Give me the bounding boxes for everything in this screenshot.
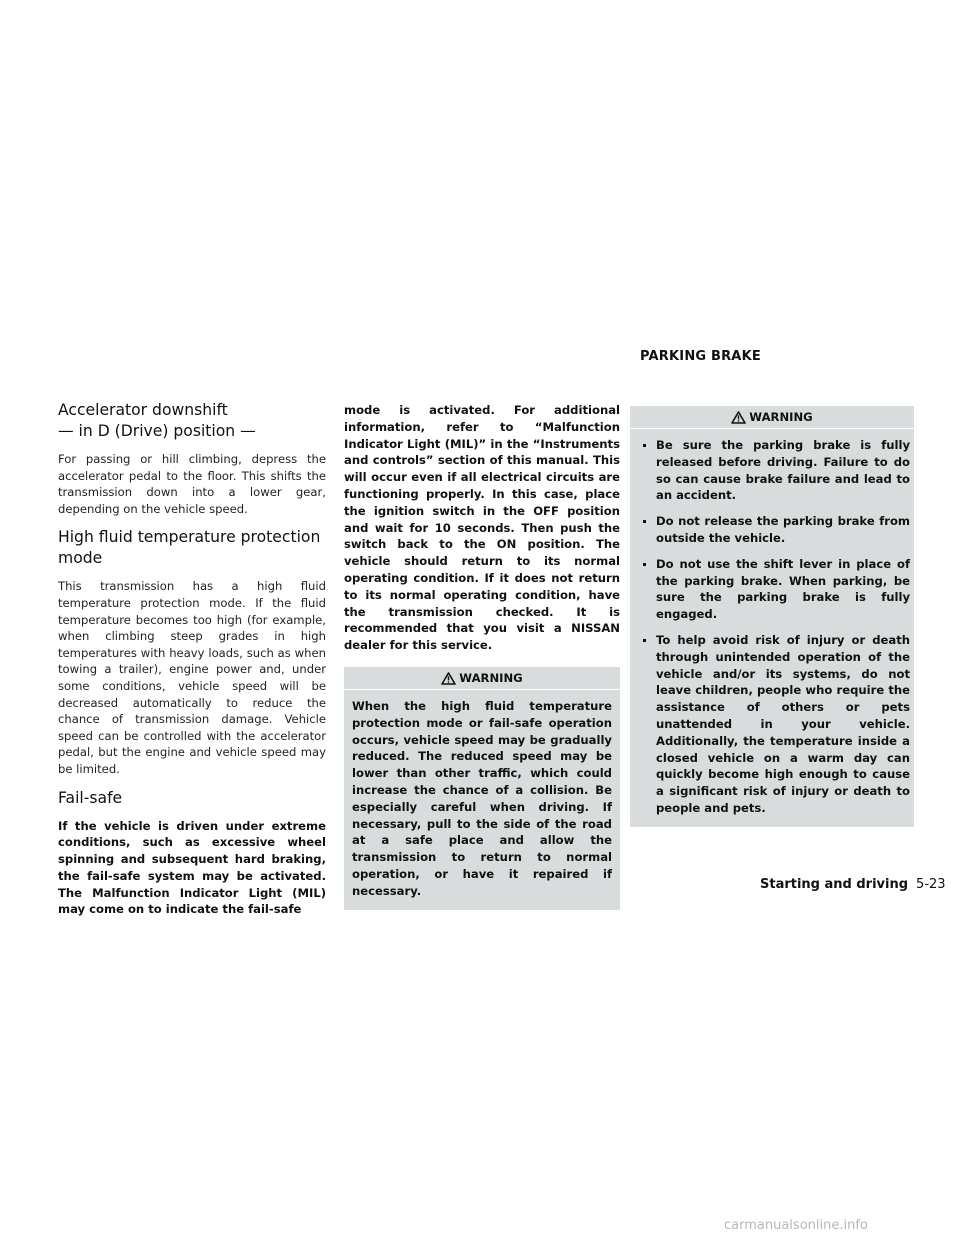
warning-header: WARNING <box>630 406 914 428</box>
paragraph-accelerator-downshift: For passing or hill climbing, depress the accelerator pedal to the floor. This shifts the transmission down into a lower gear, depending on the vehicle speed. <box>58 452 326 516</box>
warning-box-parking-brake <box>630 406 914 827</box>
watermark: carmanualsonline.info <box>724 1218 868 1233</box>
warning-list <box>630 429 914 827</box>
heading-accelerator-downshift: Accelerator downshift — in D (Drive) position — <box>58 401 256 440</box>
warning-triangle-icon <box>441 672 456 685</box>
section-title-parking-brake: PARKING BRAKE <box>640 349 761 364</box>
warning-item: Be sure the parking brake is fully released before driving. Failure to do so can cause brake failure and lead to an accident. <box>640 437 910 504</box>
page-number: 5-23 <box>916 877 946 892</box>
heading-fail-safe: Fail-safe <box>58 788 123 807</box>
warning-item: Do not use the shift lever in place of the parking brake. When parking, be sure the parking brake is fully engaged. <box>640 556 910 623</box>
warning-header: WARNING <box>344 667 620 689</box>
paragraph-fail-safe: If the vehicle is driven under extreme conditions, such as excessive wheel spinning and subsequent hard braking, the fail-safe system may be activated. The Malfunction Indicator Light (MIL) may come on to indicate the fail-safe <box>58 818 326 917</box>
warning-item: To help avoid risk of injury or death through unintended operation of the vehicle and/or its systems, do not leave children, people who require the assistance of others or pets unattended in your vehicle. Additionally, the temperature inside a closed vehicle on a warm day can quickly become high enough to cause a significant risk of injury or death to people and pets. <box>640 632 910 817</box>
warning-box-fluid-temp <box>344 667 620 910</box>
paragraph-high-fluid-temp: This transmission has a high fluid temperature protection mode. If the fluid temperature becomes too high (for example, when climbing steep grades in high temperatures with heavy loads, such as when towing a trailer), engine power and, under some conditions, vehicle speed will be decreased automatically to reduce the chance of transmission damage. Vehicle speed can be controlled with the accelerator pedal, but the engine and vehicle speed may be limited. <box>58 579 326 776</box>
warning-triangle-icon <box>731 411 746 424</box>
heading-high-fluid-temp: High fluid temperature protection mode <box>58 528 321 568</box>
chapter-name: Starting and driving <box>760 877 909 892</box>
paragraph-fail-safe-continued: mode is activated. For additional information, refer to “Malfunction Indicator Light (MIL)” in the “Instruments and controls” section of this manual. This will occur even if all electrical circuits are functioning properly. In this case, place the ignition switch in the OFF position and wait for 10 seconds. Then push the switch back to the ON position. The vehicle should return to its normal operating condition. If it does not return to its normal operating condition, have the transmission checked. It is recommended that you visit a NISSAN dealer for this service. <box>344 403 620 653</box>
page-footer <box>760 877 946 892</box>
warning-text: When the high fluid temperature protection mode or fail-safe operation occurs, vehicle speed may be gradually reduced. The reduced speed may be lower than other traffic, which could increase the chance of a collision. Be especially careful when driving. If necessary, pull to the side of the road at a safe place and allow the transmission to return to normal operation, or have it repaired if necessary. <box>352 698 612 898</box>
warning-item: Do not release the parking brake from outside the vehicle. <box>640 513 910 547</box>
